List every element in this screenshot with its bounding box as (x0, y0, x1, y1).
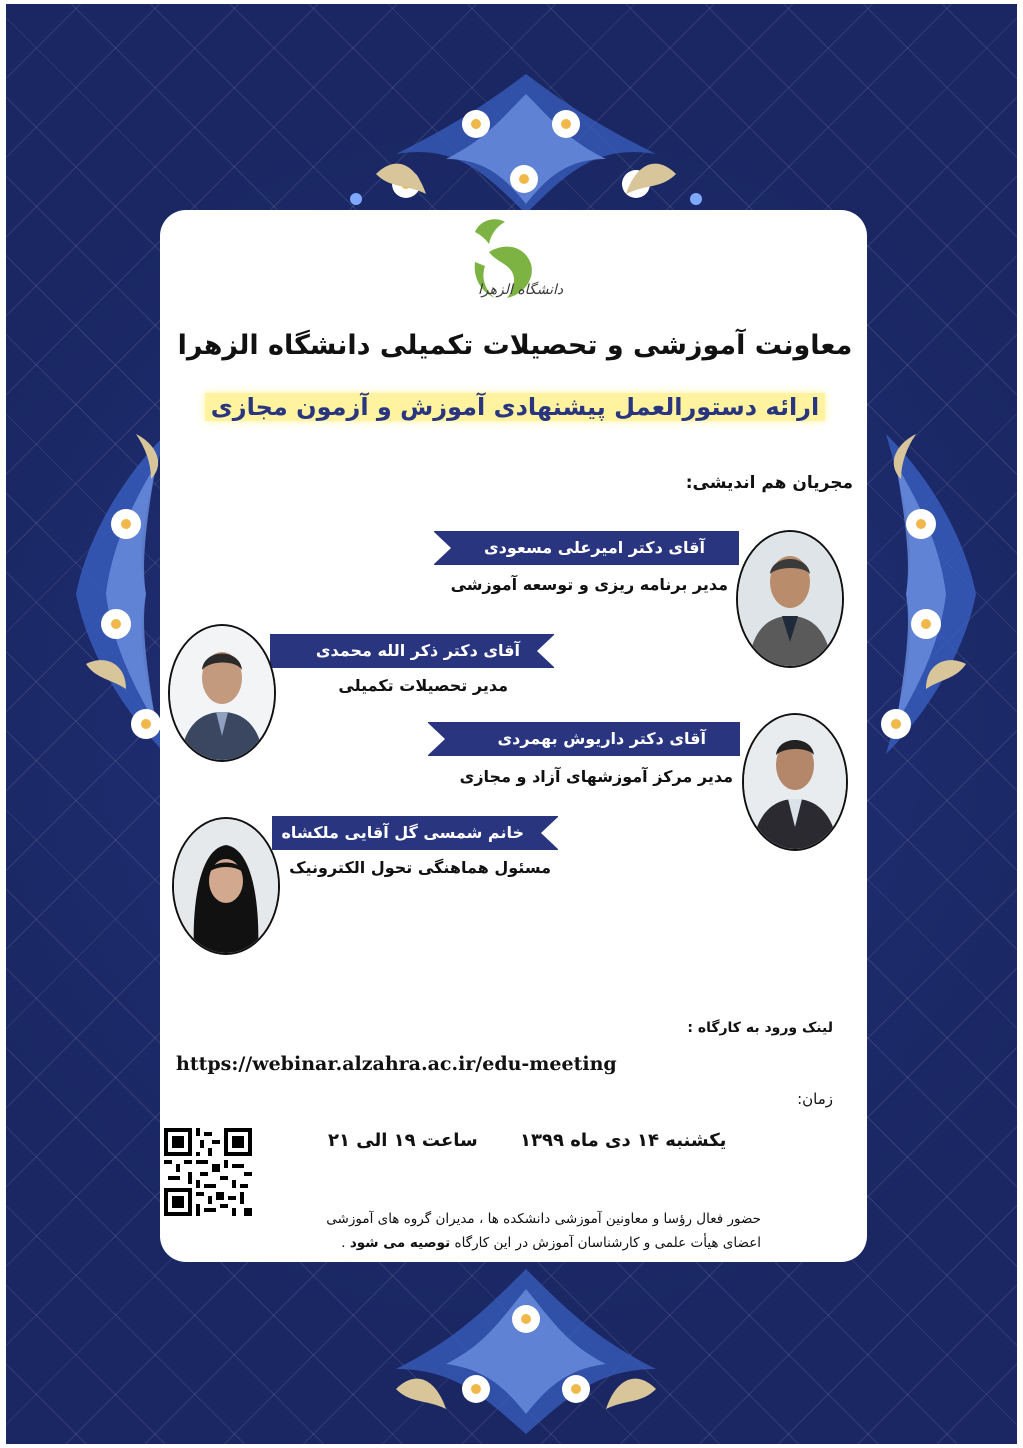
note-line-2-start: اعضای هیأت علمی و کارشناسان آموزش در این کارگاه (454, 1235, 761, 1251)
host-portrait-photo (172, 817, 280, 955)
host-portrait-photo (742, 713, 848, 851)
qr-code-icon[interactable] (164, 1128, 252, 1216)
note-line-2-end: . (341, 1235, 346, 1251)
floral-ornament-top (336, 64, 716, 224)
attendance-note (281, 1207, 761, 1255)
event-time: ساعت ۱۹ الی ۲۱ (328, 1130, 478, 1151)
page-subtitle (170, 393, 860, 421)
host-role: مدیر مرکز آموزشهای آزاد و مجازی (459, 767, 733, 786)
host-portrait-photo (736, 530, 844, 668)
portrait-photo-icon (738, 532, 842, 666)
host-name-bar (270, 634, 554, 668)
host-role: مدیر تحصیلات تکمیلی (338, 676, 508, 695)
host-name-bar (428, 722, 740, 756)
host-name: آقای دکتر امیرعلی مسعودی (484, 538, 705, 557)
host-name: آقای دکتر ذکر الله محمدی (315, 641, 520, 660)
portrait-photo-icon (170, 626, 274, 760)
host-name-bar (434, 531, 739, 565)
floral-ornament-right (866, 424, 1006, 764)
host-role: مسئول هماهنگی تحول الکترونیک (289, 858, 551, 877)
time-label: زمان: (797, 1090, 833, 1108)
note-line-1: حضور فعال رؤسا و معاونین آموزشی دانشکده ها ، مدیران گروه های آموزشی (326, 1211, 761, 1227)
page-title: معاونت آموزشی و تحصیلات تکمیلی دانشگاه الزهرا (177, 330, 853, 361)
host-name: خانم شمسی گل آقایی ملکشاه (281, 823, 524, 842)
host-portrait-photo (168, 624, 276, 762)
note-line-2-bold: توصیه می شود (349, 1235, 451, 1251)
subtitle-text: ارائه دستورالعمل پیشنهادی آموزش و آزمون مجازی (205, 393, 825, 421)
logo-text: دانشگاه الزهرا (478, 282, 564, 298)
link-label: لینک ورود به کارگاه : (687, 1020, 833, 1036)
event-date: یکشنبه ۱۴ دی ماه ۱۳۹۹ (520, 1130, 727, 1151)
hosts-heading: مجریان هم اندیشی: (685, 473, 853, 493)
host-name: آقای دکتر داریوش بهمردی (497, 729, 706, 748)
host-name-bar (272, 816, 558, 850)
portrait-photo-icon (174, 819, 278, 953)
note-line-2 (281, 1231, 761, 1255)
webinar-link[interactable]: https://webinar.alzahra.ac.ir/edu-meeting (176, 1053, 617, 1075)
floral-ornament-bottom (336, 1259, 716, 1439)
host-role: مدیر برنامه ریزی و توسعه آموزشی (450, 575, 728, 594)
portrait-photo-icon (744, 715, 846, 849)
